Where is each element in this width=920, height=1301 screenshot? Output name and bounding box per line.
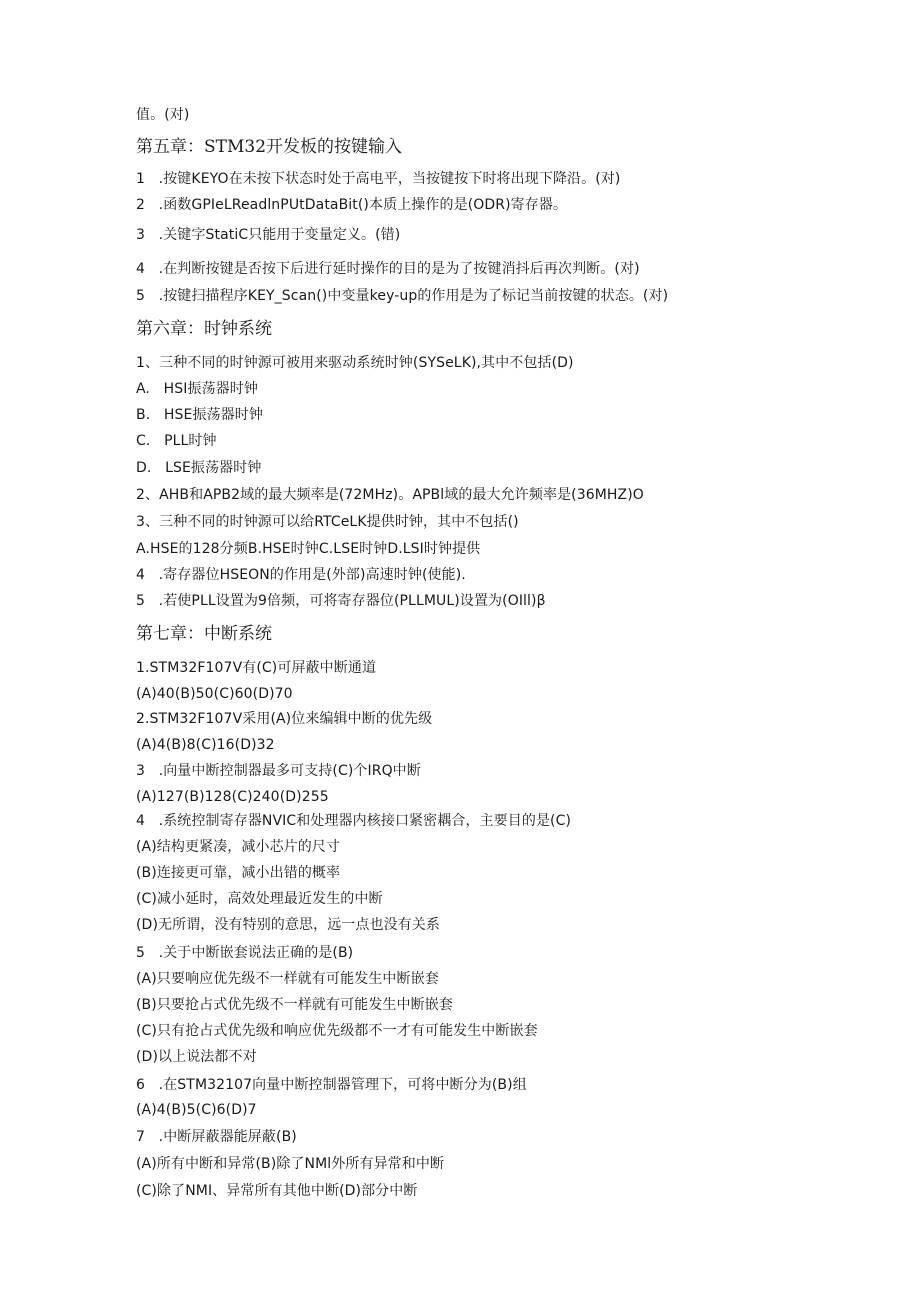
text-line: 值。(对): [136, 107, 190, 123]
text-line: (B)连接更可靠，减小出错的概率: [136, 865, 341, 881]
text-line: 5 .关于中断嵌套说法正确的是(B): [136, 945, 354, 961]
text-line: 2 .函数GPIeLReadlnPUtDataBit()本质上操作的是(ODR)寄存器。: [136, 197, 568, 213]
text-line: (A)所有中断和异常(B)除了NMl外所有异常和中断: [136, 1156, 445, 1172]
text-line: 1、三种不同的时钟源可被用来驱动系统时钟(SYSeLK),其中不包括(D): [136, 355, 574, 371]
text-line: D. LSE振荡器时钟: [136, 460, 262, 476]
text-line: (A)127(B)128(C)240(D)255: [136, 789, 329, 805]
text-line: (C)除了NMI、异常所有其他中断(D)部分中断: [136, 1183, 418, 1199]
text-line: 5 .若使PLL设置为9倍频，可将寄存器位(PLLMUL)设置为(OIll)β: [136, 593, 546, 609]
text-line: (C)只有抢占式优先级和响应优先级都不一才有可能发生中断嵌套: [136, 1023, 538, 1039]
text-line: C. PLL时钟: [136, 433, 217, 449]
text-line: 4 .在判断按键是否按下后进行延时操作的目的是为了按键消抖后再次判断。(对): [136, 261, 640, 277]
text-line: 5 .按键扫描程序KEY_Scan()中变量key-up的作用是为了标记当前按键的状态。(对): [136, 288, 669, 304]
text-line: B. HSE振荡器时钟: [136, 407, 263, 423]
text-line: (A)只要响应优先级不一样就有可能发生中断嵌套: [136, 971, 439, 987]
text-line: 3 .向量中断控制器最多可支持(C)个IRQ中断: [136, 763, 421, 779]
text-line: (A)4(B)5(C)6(D)7: [136, 1102, 257, 1118]
text-line: A. HSI振荡器时钟: [136, 381, 258, 397]
text-line: 3 .关键字StatiC只能用于变量定义。(错): [136, 227, 401, 243]
text-line: 2、AHB和APB2域的最大频率是(72MHz)。APBl域的最大允许频率是(36MHZ)O: [136, 487, 644, 503]
text-line: 4 .寄存器位HSEON的作用是(外部)高速时钟(使能).: [136, 567, 466, 583]
text-line: 2.STM32F107V采用(A)位来编辑中断的优先级: [136, 711, 433, 727]
text-line: (D)以上说法都不对: [136, 1049, 257, 1065]
text-line: 1.STM32F107V有(C)可屏蔽中断通道: [136, 660, 377, 676]
text-line: (D)无所谓，没有特别的意思，远一点也没有关系: [136, 917, 441, 933]
text-line: (A)40(B)50(C)60(D)70: [136, 686, 293, 702]
text-line: (A)4(B)8(C)16(D)32: [136, 737, 275, 753]
text-line: 4 .系统控制寄存器NVIC和处理器内核接口紧密耦合，主要目的是(C): [136, 813, 572, 829]
text-line: (B)只要抢占式优先级不一样就有可能发生中断嵌套: [136, 997, 453, 1013]
chapter-heading-7: 第七章：中断系统: [136, 624, 272, 644]
chapter-heading-5: 第五章：STM32开发板的按键输入: [136, 137, 403, 157]
text-line: 6 .在STM32107向量中断控制器管理下，可将中断分为(B)组: [136, 1077, 527, 1093]
text-line: (C)减小延时，高效处理最近发生的中断: [136, 891, 383, 907]
chapter-heading-6: 第六章：时钟系统: [136, 319, 272, 339]
text-line: 7 .中断屏蔽器能屏蔽(B): [136, 1129, 297, 1145]
text-line: (A)结构更紧凑，减小芯片的尺寸: [136, 839, 341, 855]
text-line: 1 .按键KEYO在未按下状态时处于高电平，当按键按下时将出现下降沿。(对): [136, 171, 621, 187]
text-line: 3、三种不同的时钟源可以给RTCeLK提供时钟，其中不包括(): [136, 514, 519, 530]
text-line: A.HSE的128分频B.HSE时钟C.LSE时钟D.LSI时钟提供: [136, 541, 481, 557]
